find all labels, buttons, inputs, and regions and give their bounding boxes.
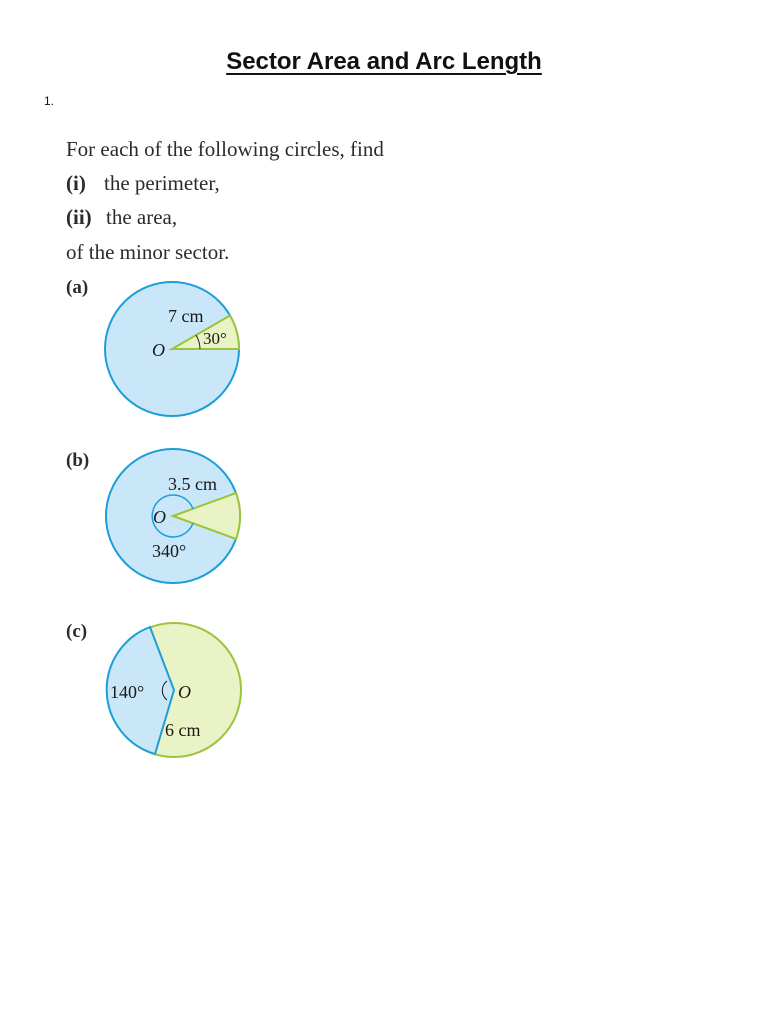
figure-b-label: (b) bbox=[66, 450, 90, 471]
figure-a-angle-label: 30° bbox=[203, 329, 227, 348]
figure-c-label: (c) bbox=[66, 621, 88, 642]
figure-c-angle-label: 140° bbox=[110, 682, 145, 702]
figure-c-centre-label: O bbox=[178, 682, 191, 702]
figure-a-label: (a) bbox=[66, 277, 89, 298]
figure-b-angle-label: 340° bbox=[152, 541, 187, 561]
figure-b-radius-label: 3.5 cm bbox=[168, 474, 217, 494]
item-ii-marker: (ii) bbox=[66, 205, 92, 229]
instruction-intro: For each of the following circles, find bbox=[66, 137, 384, 161]
figure-b-centre-label: O bbox=[153, 507, 166, 527]
item-i-text: the perimeter, bbox=[104, 171, 220, 195]
question-number: 1. bbox=[44, 94, 55, 108]
figure-c-radius-label: 6 cm bbox=[165, 720, 201, 740]
figure-a-radius-label: 7 cm bbox=[168, 306, 204, 326]
item-i-marker: (i) bbox=[66, 171, 86, 195]
figure-a-centre-label: O bbox=[152, 340, 165, 360]
page-title: Sector Area and Arc Length bbox=[226, 48, 542, 75]
item-ii-text: the area, bbox=[106, 205, 178, 229]
instruction-outro: of the minor sector. bbox=[66, 240, 230, 264]
